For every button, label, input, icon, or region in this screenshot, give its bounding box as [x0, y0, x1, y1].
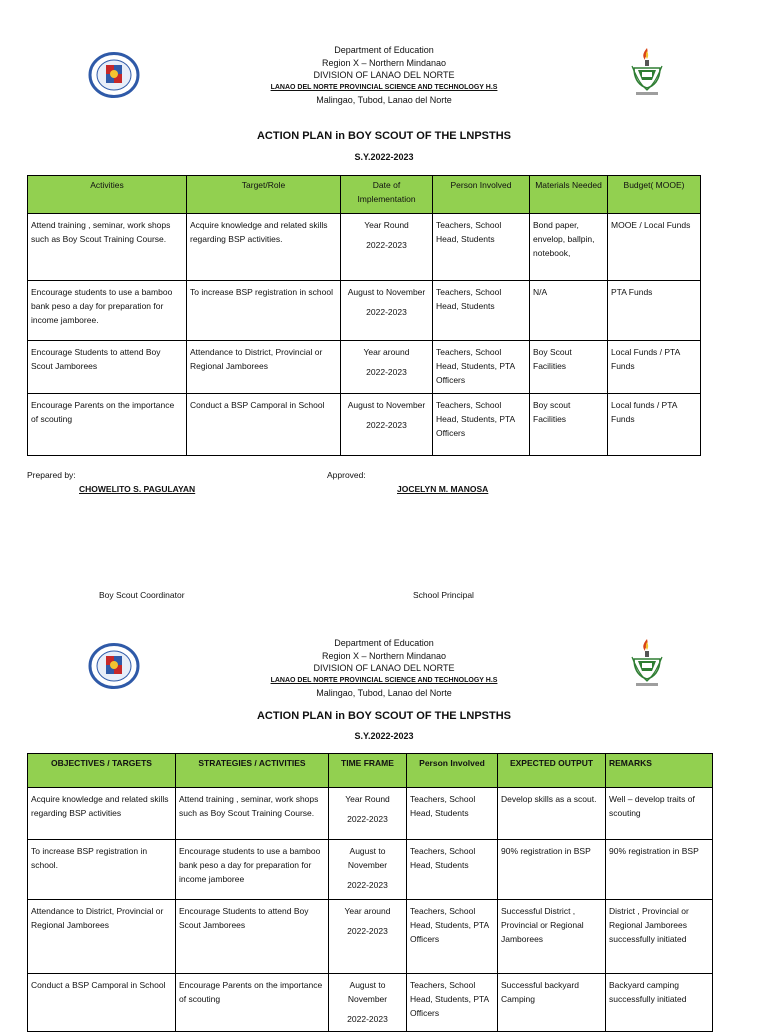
year-text: 2022-2023 — [347, 926, 388, 936]
date-cell — [341, 394, 433, 456]
column-header: OBJECTIVES / TARGETS — [28, 754, 176, 788]
table-row — [28, 900, 713, 974]
strategy-cell: Encourage Students to attend Boy Scout Jamborees — [176, 900, 329, 974]
header-address: Malingao, Tubod, Lanao del Norte — [316, 95, 452, 106]
page-title: ACTION PLAN in BOY SCOUT OF THE LNPSTHS — [256, 130, 512, 142]
prepared-by-role: Boy Scout Coordinator — [99, 590, 185, 600]
column-header: EXPECTED OUTPUT — [498, 754, 606, 788]
header-region: Region X – Northern Mindanao — [321, 57, 447, 68]
budget-cell: PTA Funds — [608, 281, 701, 341]
target-cell: To increase BSP registration in school — [187, 281, 341, 341]
persons-cell: Teachers, School Head, Students, PTA Officers — [407, 900, 498, 974]
header-division: DIVISION OF LANAO DEL NORTE — [313, 70, 455, 81]
column-header: Activities — [28, 176, 187, 214]
budget-cell: Local funds / PTA Funds — [608, 394, 701, 456]
date-text: Year Round — [364, 220, 409, 230]
header-department: Department of Education — [334, 45, 434, 55]
time-frame-cell — [329, 788, 407, 840]
materials-cell: Boy scout Facilities — [530, 394, 608, 456]
header-school: LANAO DEL NORTE PROVINCIAL SCIENCE AND TECHNOLOGY H.S — [270, 83, 498, 91]
activity-cell: Encourage Students to attend Boy Scout Jamborees — [28, 341, 187, 394]
output-cell: 90% registration in BSP — [498, 840, 606, 900]
year-text: 2022-2023 — [347, 880, 388, 890]
objective-cell: To increase BSP registration in school. — [28, 840, 176, 900]
output-cell: Develop skills as a scout. — [498, 788, 606, 840]
output-cell: Successful backyard Camping — [498, 974, 606, 1032]
strategy-cell: Attend training , seminar, work shops such as Boy Scout Training Course. — [176, 788, 329, 840]
action-plan-table-1 — [27, 175, 701, 456]
year-text: 2022-2023 — [347, 814, 388, 824]
table-row — [28, 281, 701, 341]
school-year: S.Y.2022-2023 — [354, 152, 414, 162]
budget-cell: Local Funds / PTA Funds — [608, 341, 701, 394]
column-header: Person Involved — [407, 754, 498, 788]
column-header: Person Involved — [433, 176, 530, 214]
persons-cell: Teachers, School Head, Students — [433, 214, 530, 281]
date-text: August to November — [347, 400, 426, 410]
target-cell: Attendance to District, Provincial or Regional Jamborees — [187, 341, 341, 394]
materials-cell: Bond paper, envelop, ballpin, notebook, — [530, 214, 608, 281]
year-text: 2022-2023 — [366, 367, 407, 377]
objective-cell: Attendance to District, Provincial or Regional Jamborees — [28, 900, 176, 974]
date-cell — [341, 341, 433, 394]
column-header: TIME FRAME — [329, 754, 407, 788]
header-address: Malingao, Tubod, Lanao del Norte — [316, 688, 452, 699]
header-department: Department of Education — [334, 638, 434, 648]
document-header — [0, 637, 768, 700]
table-row — [28, 840, 713, 900]
column-header: Budget( MOOE) — [608, 176, 701, 214]
year-text: 2022-2023 — [366, 240, 407, 250]
approved-name: JOCELYN M. MANOSA — [397, 484, 489, 494]
time-frame-cell — [329, 974, 407, 1032]
activity-cell: Attend training , seminar, work shops such as Boy Scout Training Course. — [28, 214, 187, 281]
time-frame-cell — [329, 900, 407, 974]
activity-cell: Encourage Parents on the importance of scouting — [28, 394, 187, 456]
output-cell: Successful District , Provincial or Regional Jamborees — [498, 900, 606, 974]
date-cell — [341, 214, 433, 281]
header-school: LANAO DEL NORTE PROVINCIAL SCIENCE AND TECHNOLOGY H.S — [270, 676, 498, 684]
table-row — [28, 974, 713, 1032]
column-header: Materials Needed — [530, 176, 608, 214]
remarks-cell: District , Provincial or Regional Jamborees successfully initiated — [606, 900, 713, 974]
approved-label: Approved: — [327, 470, 366, 480]
persons-cell: Teachers, School Head, Students, PTA Officers — [433, 341, 530, 394]
table-row — [28, 341, 701, 394]
page-title: ACTION PLAN in BOY SCOUT OF THE LNPSTHS — [256, 710, 512, 722]
persons-cell: Teachers, School Head, Students, PTA Officers — [407, 974, 498, 1032]
time-text: Year Round — [345, 794, 390, 804]
remarks-cell: 90% registration in BSP — [606, 840, 713, 900]
target-cell: Acquire knowledge and related skills regarding BSP activities. — [187, 214, 341, 281]
action-plan-table-2 — [27, 753, 713, 1032]
table-row — [28, 394, 701, 456]
prepared-by-name: CHOWELITO S. PAGULAYAN — [79, 484, 196, 494]
document-header — [0, 44, 768, 107]
persons-cell: Teachers, School Head, Students — [407, 788, 498, 840]
approved-role: School Principal — [413, 590, 474, 600]
persons-cell: Teachers, School Head, Students, PTA Officers — [433, 394, 530, 456]
school-year: S.Y.2022-2023 — [354, 731, 414, 741]
target-cell: Conduct a BSP Camporal in School — [187, 394, 341, 456]
time-text: August to November — [347, 846, 388, 870]
materials-cell: N/A — [530, 281, 608, 341]
year-text: 2022-2023 — [366, 420, 407, 430]
table-row — [28, 788, 713, 840]
date-text: August to November — [347, 287, 426, 297]
strategy-cell: Encourage Parents on the importance of scouting — [176, 974, 329, 1032]
column-header: Date of Implementation — [341, 176, 433, 214]
column-header: Target/Role — [187, 176, 341, 214]
objective-cell: Conduct a BSP Camporal in School — [28, 974, 176, 1032]
date-cell — [341, 281, 433, 341]
column-header: STRATEGIES / ACTIVITIES — [176, 754, 329, 788]
remarks-cell: Backyard camping successfully initiated — [606, 974, 713, 1032]
time-frame-cell — [329, 840, 407, 900]
materials-cell: Boy Scout Facilities — [530, 341, 608, 394]
persons-cell: Teachers, School Head, Students — [407, 840, 498, 900]
column-header: REMARKS — [606, 754, 713, 788]
year-text: 2022-2023 — [366, 307, 407, 317]
date-text: Year around — [363, 347, 410, 357]
prepared-by-label: Prepared by: — [27, 470, 76, 480]
activity-cell: Encourage students to use a bamboo bank peso a day for preparation for income jamboree. — [28, 281, 187, 341]
remarks-cell: Well – develop traits of scouting — [606, 788, 713, 840]
year-text: 2022-2023 — [347, 1014, 388, 1024]
header-region: Region X – Northern Mindanao — [321, 650, 447, 661]
time-text: August to November — [347, 980, 388, 1004]
strategy-cell: Encourage students to use a bamboo bank peso a day for preparation for income jamboree — [176, 840, 329, 900]
objective-cell: Acquire knowledge and related skills regarding BSP activities — [28, 788, 176, 840]
header-division: DIVISION OF LANAO DEL NORTE — [313, 663, 455, 674]
time-text: Year around — [344, 906, 391, 916]
persons-cell: Teachers, School Head, Students — [433, 281, 530, 341]
table-row — [28, 214, 701, 281]
budget-cell: MOOE / Local Funds — [608, 214, 701, 281]
